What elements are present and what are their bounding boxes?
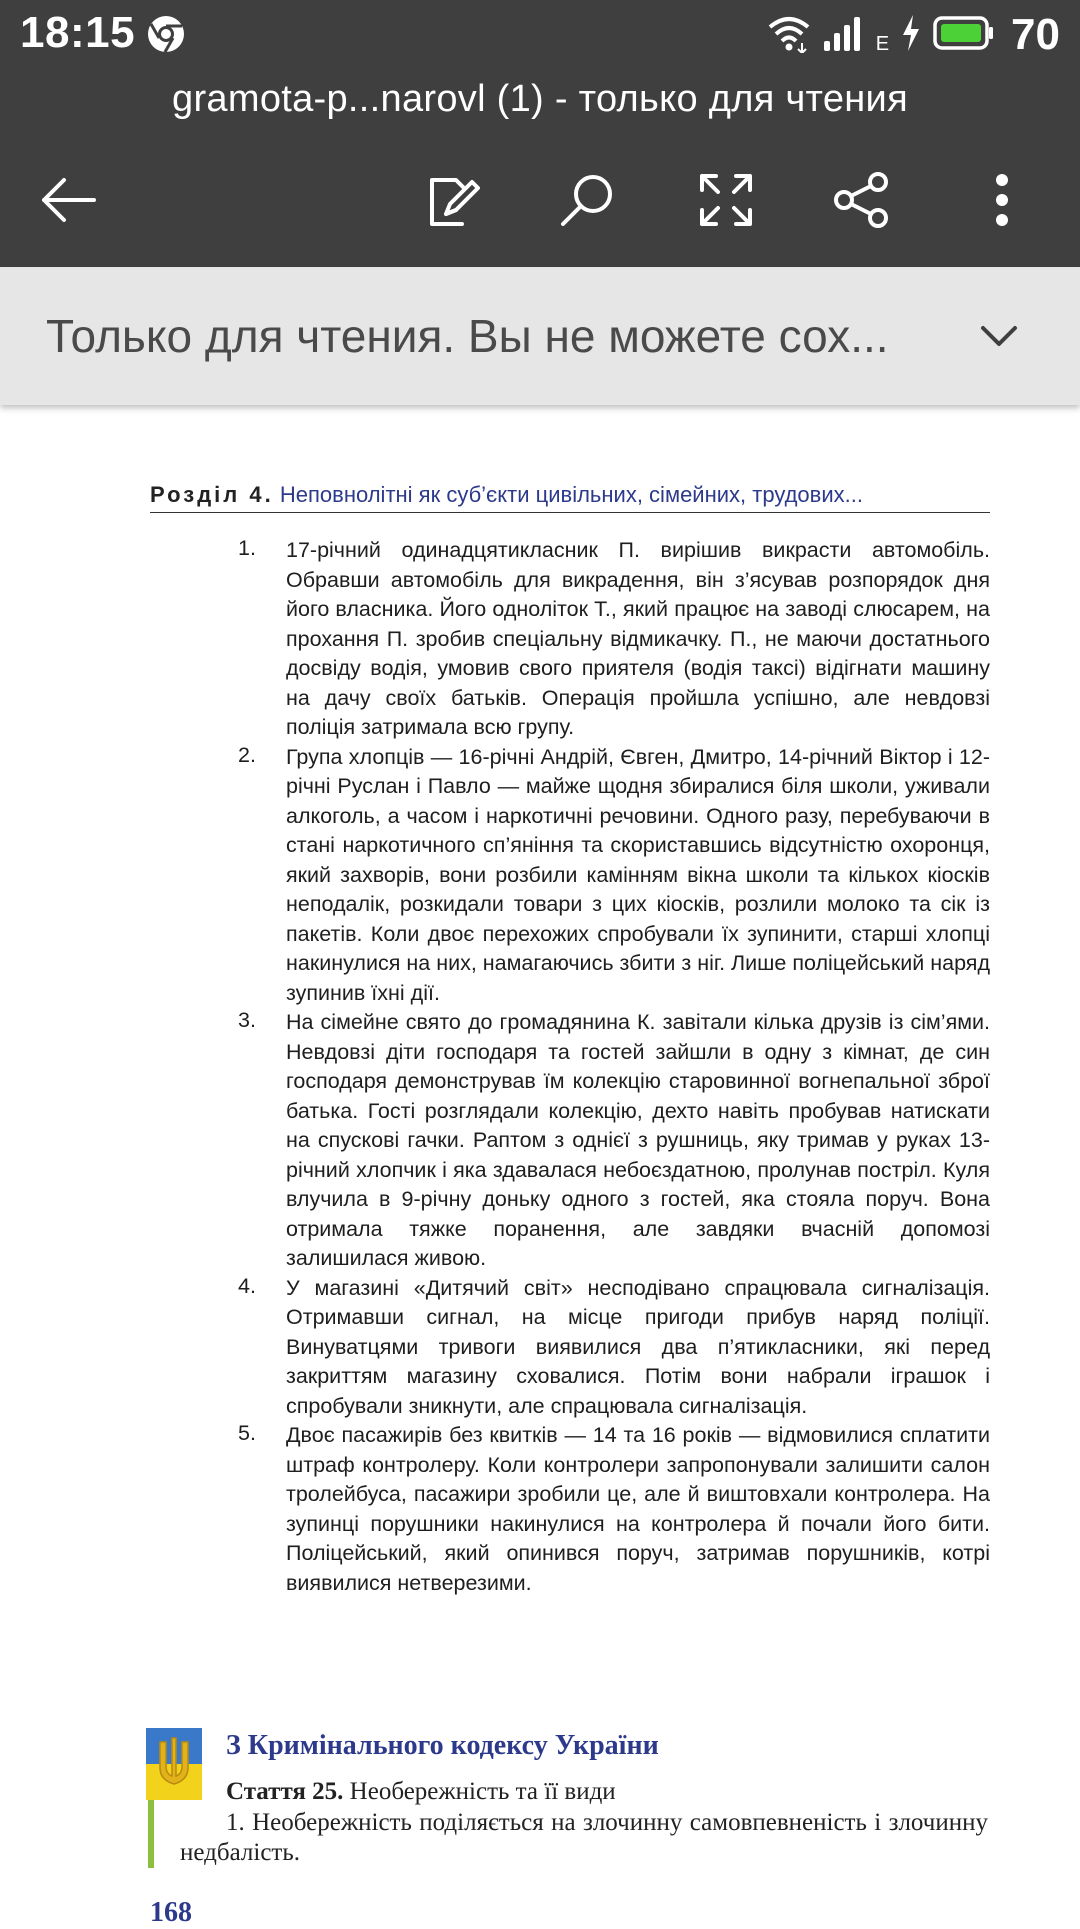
page-number: 168 [150, 1897, 192, 1928]
case-text: 17-річний одинадцятикласник П. вирішив викрасти автомобіль. Обравши автомобіль для викрадення, він з’ясував розпорядок дня його власника. Його однолiток Т., який працює на заводі слюсарем, на прохання П. зробив спеціальну відмикачку. П., не маючи достатнього досвіду водія, умовив свого приятеля (водія таксі) відігнати машину на дачу своїх батьків. Операція пройшла успішно, але невдовзі поліція затримала всю групу. [286, 538, 990, 739]
wifi-icon [766, 13, 812, 58]
law-text: 1. Необережність поділяється на злочинну самовпевненість і злочинну недбалість. [180, 1809, 988, 1866]
fullscreen-button[interactable] [686, 162, 766, 242]
battery-icon [933, 15, 995, 56]
back-button[interactable] [28, 162, 108, 242]
article-title: Необережність та її види [349, 1778, 616, 1805]
case-number: 5. [238, 1421, 256, 1445]
article-label: Стаття 25. [226, 1778, 344, 1805]
status-bar [0, 0, 1080, 70]
share-icon [832, 170, 892, 235]
share-button[interactable] [822, 162, 902, 242]
fullscreen-icon [698, 172, 754, 233]
app-toolbar [0, 70, 1080, 267]
case-text: На сімейне свято до громадянина К. завітали кілька друзів із сім’ями. Невдовзі діти господаря та гостей зайшли в одну з кімнат, де син господаря демонстрував їм колекцію старовинної вогнепальної зброї батька. Гості розглядали колекцію, дехто навіть пробував натискати на спускові гачки. Раптом з однієї з рушниць, яку тримав у руках 13-річний хлопчик і яка здавалася небоєздатною, пролунав постріл. Куля влучила в 9-річну доньку одного з гостей, яка стояла поруч. Вона отримала тяжке поранення, але завдяки вчасній допомозі залишилася живою. [286, 1010, 990, 1270]
read-only-banner[interactable] [0, 267, 1080, 405]
chevron-down-icon[interactable] [975, 316, 1023, 361]
search-icon [557, 170, 617, 235]
list-item [238, 1421, 990, 1598]
case-text: Двоє пасажирів без квитків — 14 та 16 років — відмовилися сплатити штраф контролеру. Коли контролери запропонували залишити салон тролейбуса, пасажири зробили це, але й виштовхали контролера. На зупинці порушники накинулися на контролера й почали його бити. Поліцейський, який опинився поруч, затримав порушників, котрі виявилися нетверезими. [286, 1423, 990, 1595]
list-item [238, 743, 990, 1009]
charging-icon [899, 13, 923, 58]
section-label: Розділ 4. [150, 482, 274, 507]
banner-text: Только для чтения. Вы не можете сох... [46, 310, 889, 362]
case-list [238, 536, 990, 1598]
law-heading: З Кримінального кодексу України [226, 1730, 659, 1761]
page-header [150, 482, 990, 513]
back-arrow-icon [38, 175, 98, 230]
list-item [238, 1008, 990, 1274]
status-time: 18:15 [20, 8, 136, 57]
more-options-button[interactable] [962, 162, 1042, 242]
search-button[interactable] [547, 162, 627, 242]
ukraine-trident-flag-icon [146, 1728, 202, 1800]
battery-percent: 70 [1011, 10, 1060, 59]
case-number: 4. [238, 1273, 256, 1298]
list-item [238, 536, 990, 743]
chrome-icon [146, 14, 186, 54]
list-item [238, 1274, 990, 1422]
law-article [226, 1778, 616, 1806]
more-icon [992, 170, 1012, 235]
document-title: gramota-p...narovl (1) - только для чтения [172, 78, 908, 120]
case-number: 3. [238, 1008, 256, 1032]
network-type: E [875, 33, 890, 55]
signal-icon [822, 13, 866, 58]
case-number: 2. [238, 742, 256, 767]
case-text: Група хлопців — 16-річні Андрій, Євген, Дмитро, 14-річний Віктор і 12-річні Руслан і Павло — майже щодня збиралися біля школи, уживали алкоголь, а часом і наркотичні речовини. Одного разу, перебуваючи в стані наркотичного сп’яніння та скориставшись відсутністю охоронця, який захворів, вони розбили камінням вікна школи та кількох кіосків неподалік, розкидали товари з цих кіосків, розлили молоко та сік із пакетів. Коли двоє перехожих спробували їх зупинити, старші хлопці накинулися на них, намагаючись збити з ніг. Лише поліцейський наряд зупинив їхні дії. [286, 744, 990, 1005]
case-text: У магазині «Дитячий світ» несподівано спрацювала сигналізація. Отримавши сигнал, на місце пригоди прибув наряд поліції. Винуватцями тривоги виявилися два п’ятикласники, які перед закриттям магазину сховалися. Потім вони набрали іграшок і спробували зникнути, але спрацювала сигналізація. [286, 1275, 990, 1418]
edit-button[interactable] [412, 162, 492, 242]
section-title: Неповнолітні як суб’єкти цивільних, сімейних, трудових... [279, 482, 863, 507]
edit-icon [422, 170, 482, 235]
case-number: 1. [238, 536, 256, 560]
